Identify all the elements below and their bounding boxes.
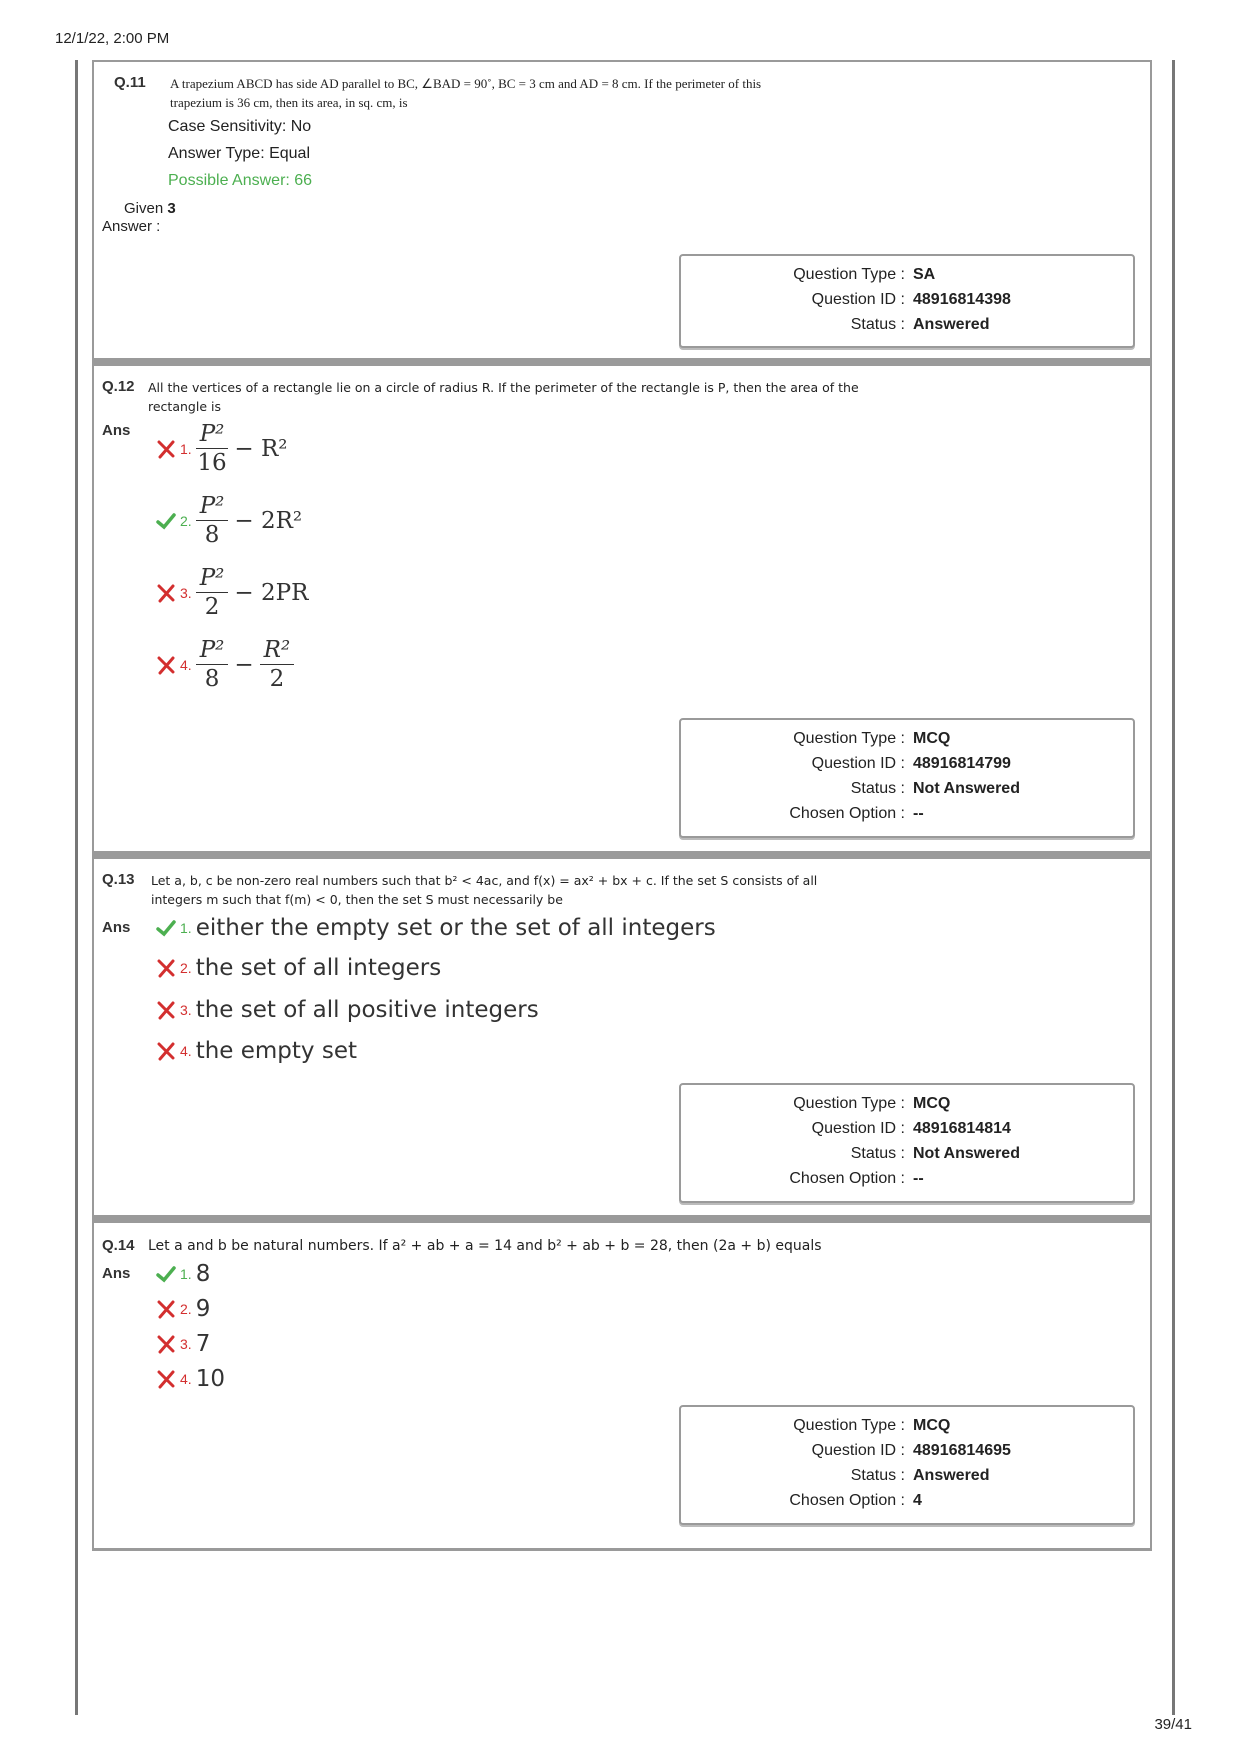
question-card-q13 [92, 857, 1152, 1221]
given-value: 3 [167, 200, 176, 217]
question-number: Q.12 [102, 378, 135, 395]
option-2: 2. the set of all integers [156, 955, 441, 981]
question-number: Q.13 [102, 871, 135, 888]
cross-icon [156, 1369, 176, 1389]
option-formula: $\frac{\text{P²}}{8}$ [196, 492, 229, 549]
option-3: 3. 7 [156, 1331, 210, 1357]
question-text: Let a, b, c be non-zero real numbers such that b² < 4ac, and f(x) = ax² + bx + c. If the set S consists of all integers m such that f(m) < 0, then the set S must necessarily be [151, 873, 818, 907]
check-icon [156, 1264, 176, 1284]
question-number: Q.11 [114, 74, 146, 91]
question-meta-box: Question Type : MCQ Question ID : 48916814814 Status : Not Answered Chosen Option : -- [679, 1083, 1135, 1203]
cross-icon [156, 1334, 176, 1354]
given-answer [124, 200, 176, 217]
option-1: 1. either the empty set or the set of all integers [156, 915, 716, 941]
option-2: 2. 9 [156, 1296, 210, 1322]
left-margin-rule [75, 60, 78, 1715]
option-formula-2: $\frac{\text{R²}}{2}$ [260, 636, 295, 693]
right-margin-rule [1172, 60, 1175, 1715]
cross-icon [156, 1299, 176, 1319]
question-card-q11 [92, 60, 1152, 364]
question-meta-box: Question Type : MCQ Question ID : 48916814695 Status : Answered Chosen Option : 4 [679, 1405, 1135, 1525]
option-formula: $\frac{\text{P²}}{2}$ [196, 564, 229, 621]
question-card-q14 [92, 1221, 1152, 1551]
answer-type: Answer Type: Equal [168, 145, 311, 162]
option-1: 1. 8 [156, 1261, 210, 1287]
check-icon [156, 918, 176, 938]
possible-answer: Possible Answer: 66 [168, 172, 313, 189]
option-4: 4. the empty set [156, 1038, 357, 1064]
cross-icon [156, 1000, 176, 1020]
option-formula: $\frac{\text{P²}}{8}$ [196, 636, 229, 693]
page-number: 39/41 [1154, 1716, 1192, 1733]
cross-icon [156, 1041, 176, 1061]
answer-label: Answer : [102, 218, 161, 235]
option-1: 1. $\frac{\text{P²}}{16}$ − R² [156, 420, 294, 477]
cross-icon [156, 655, 176, 675]
option-3: 3. $\frac{\text{P²}}{2}$ − 2PR [156, 564, 314, 621]
option-3: 3. the set of all positive integers [156, 997, 539, 1023]
cross-icon [156, 583, 176, 603]
ans-label: Ans [102, 422, 131, 439]
option-4: 4. $\frac{\text{P²}}{8}$ − $\frac{\text{R²}}{2}$ [156, 636, 294, 693]
ans-label: Ans [102, 919, 131, 936]
case-sensitivity: Case Sensitivity: No [168, 118, 312, 135]
question-text: Let a and b be natural numbers. If a² + ab + a = 14 and b² + ab + b = 28, then (2a + b) equals [148, 1238, 822, 1254]
question-card-q12 [92, 364, 1152, 857]
cross-icon [156, 439, 176, 459]
check-icon [156, 511, 176, 531]
cross-icon [156, 958, 176, 978]
ans-label: Ans [102, 1265, 131, 1282]
print-timestamp: 12/1/22, 2:00 PM [55, 30, 170, 47]
option-formula: $\frac{\text{P²}}{16}$ [197, 421, 227, 476]
option-2: 2. $\frac{\text{P²}}{8}$ − 2R² [156, 492, 308, 549]
question-number: Q.14 [102, 1237, 135, 1254]
given-label: Given [124, 200, 164, 217]
question-meta-box: Question Type : SA Question ID : 48916814398 Status : Answered [679, 254, 1135, 348]
question-meta-box: Question Type : MCQ Question ID : 48916814799 Status : Not Answered Chosen Option : -- [679, 718, 1135, 838]
option-4: 4. 10 [156, 1366, 225, 1392]
question-text: A trapezium ABCD has side AD parallel to BC, ∠BAD = 90˚, BC = 3 cm and AD = 8 cm. If the perimeter of this trapezium is 36 cm, then its area, in sq. cm, is [170, 76, 762, 110]
question-text: All the vertices of a rectangle lie on a circle of radius R. If the perimeter of the rectangle is P, then the area of the rectangle is [148, 380, 859, 414]
